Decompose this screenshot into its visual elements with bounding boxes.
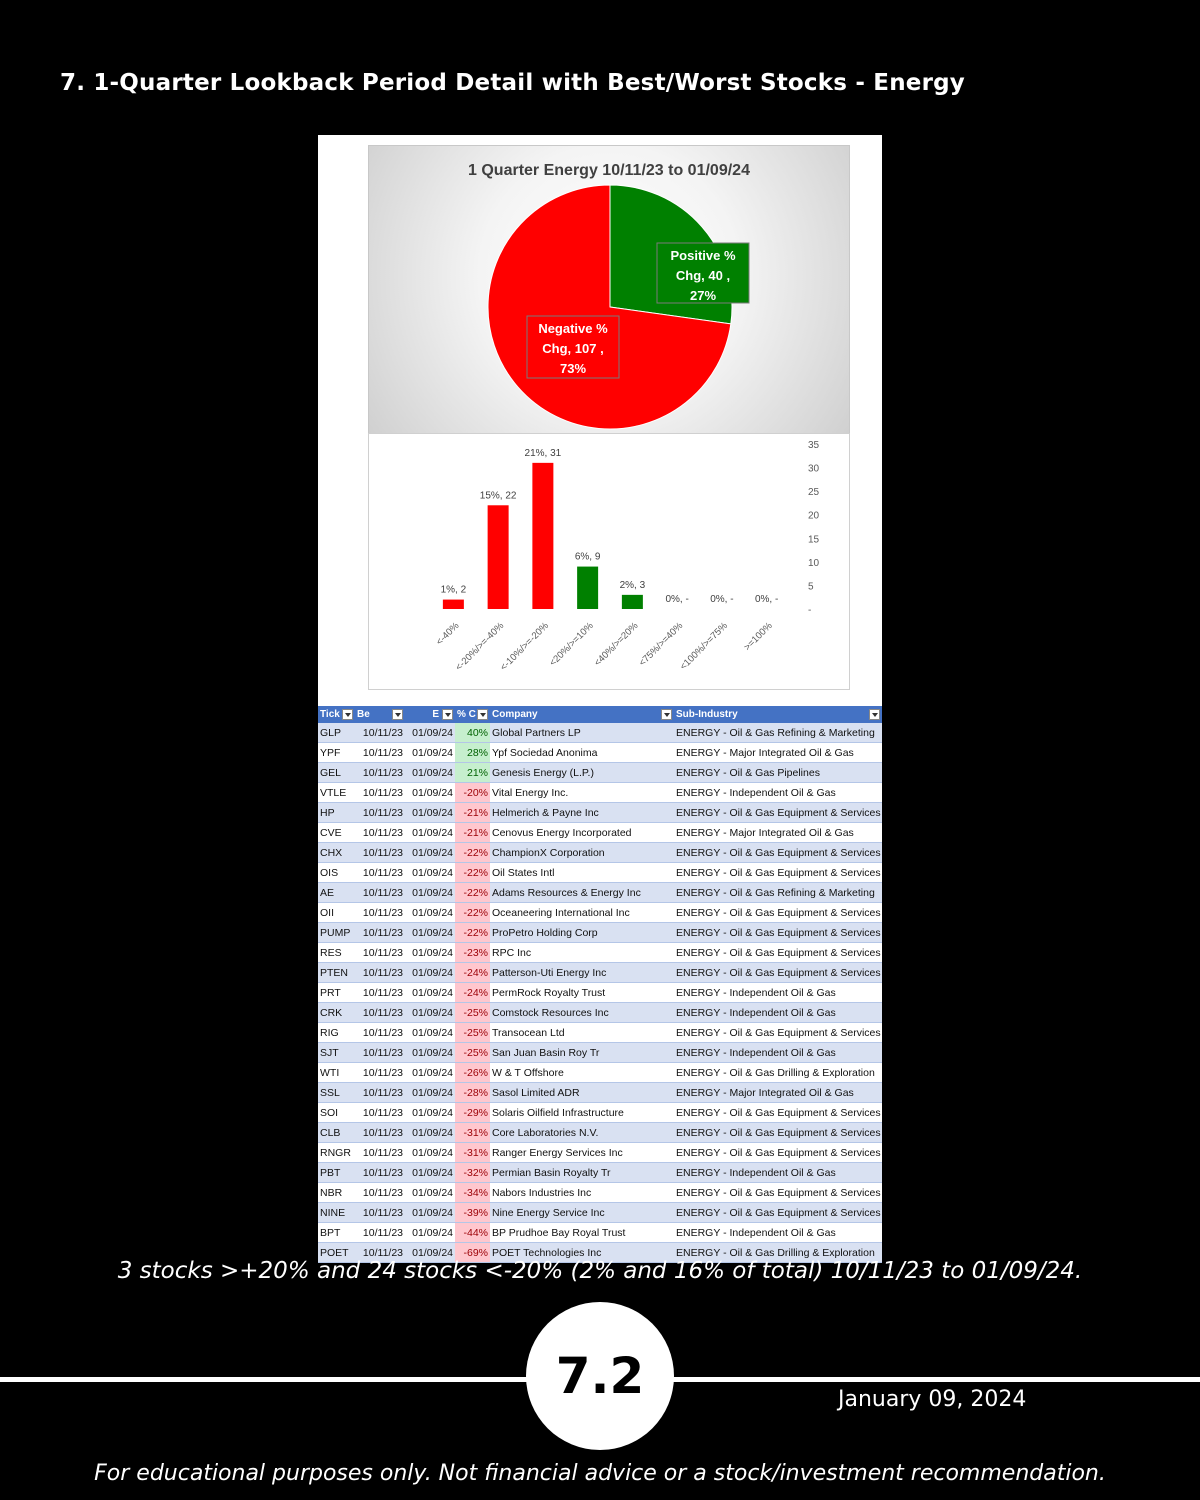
x-tick-label: <75%/>=40%	[636, 620, 686, 669]
chart-panel	[318, 135, 882, 1259]
cell-pct-change: -21%	[455, 803, 490, 823]
cell-begin-date: 10/11/23	[355, 923, 405, 943]
x-tick-label: <20%/>=10%	[547, 620, 596, 669]
table-row	[318, 743, 882, 763]
cell-begin-date: 10/11/23	[355, 783, 405, 803]
cell-sub-industry: ENERGY - Major Integrated Oil & Gas	[674, 823, 882, 843]
disclaimer: For educational purposes only. Not financial advice or a stock/investment recommendation.	[94, 1461, 1106, 1486]
table-row	[318, 783, 882, 803]
cell-sub-industry: ENERGY - Major Integrated Oil & Gas	[674, 743, 882, 763]
cell-ticker: POET	[318, 1243, 355, 1263]
table-row	[318, 1223, 882, 1243]
cell-begin-date: 10/11/23	[355, 1063, 405, 1083]
cell-sub-industry: ENERGY - Oil & Gas Equipment & Services	[674, 923, 882, 943]
cell-end-date: 01/09/24	[405, 763, 455, 783]
cell-end-date: 01/09/24	[405, 1083, 455, 1103]
cell-begin-date: 10/11/23	[355, 843, 405, 863]
cell-pct-change: -25%	[455, 1023, 490, 1043]
cell-pct-change: -21%	[455, 823, 490, 843]
cell-begin-date: 10/11/23	[355, 1243, 405, 1263]
x-tick-label: <40%/>=20%	[592, 620, 641, 669]
cell-begin-date: 10/11/23	[355, 963, 405, 983]
bar-data-label: 0%, -	[665, 594, 689, 605]
y-tick-label: 10	[808, 557, 820, 569]
cell-company: POET Technologies Inc	[490, 1243, 674, 1263]
cell-sub-industry: ENERGY - Oil & Gas Equipment & Services	[674, 963, 882, 983]
cell-sub-industry: ENERGY - Oil & Gas Equipment & Services	[674, 803, 882, 823]
cell-company: Helmerich & Payne Inc	[490, 803, 674, 823]
column-header[interactable]	[674, 706, 882, 723]
cell-pct-change: -29%	[455, 1103, 490, 1123]
page-number: 7.2	[555, 1347, 645, 1405]
filter-dropdown-icon[interactable]	[477, 709, 488, 720]
cell-end-date: 01/09/24	[405, 1003, 455, 1023]
cell-pct-change: -39%	[455, 1203, 490, 1223]
cell-ticker: HP	[318, 803, 355, 823]
cell-pct-change: 21%	[455, 763, 490, 783]
cell-sub-industry: ENERGY - Independent Oil & Gas	[674, 1223, 882, 1243]
column-header[interactable]	[355, 706, 405, 723]
cell-company: Ranger Energy Services Inc	[490, 1143, 674, 1163]
cell-ticker: PRT	[318, 983, 355, 1003]
cell-sub-industry: ENERGY - Major Integrated Oil & Gas	[674, 1083, 882, 1103]
cell-begin-date: 10/11/23	[355, 1103, 405, 1123]
filter-dropdown-icon[interactable]	[392, 709, 403, 720]
table-row	[318, 1183, 882, 1203]
cell-pct-change: -24%	[455, 963, 490, 983]
cell-sub-industry: ENERGY - Independent Oil & Gas	[674, 1003, 882, 1023]
cell-company: Patterson-Uti Energy Inc	[490, 963, 674, 983]
cell-company: San Juan Basin Roy Tr	[490, 1043, 674, 1063]
cell-company: ProPetro Holding Corp	[490, 923, 674, 943]
cell-company: Sasol Limited ADR	[490, 1083, 674, 1103]
column-header-label: Company	[492, 709, 538, 720]
cell-company: BP Prudhoe Bay Royal Trust	[490, 1223, 674, 1243]
cell-sub-industry: ENERGY - Oil & Gas Equipment & Services	[674, 1023, 882, 1043]
y-tick-label: 5	[808, 581, 814, 593]
cell-sub-industry: ENERGY - Independent Oil & Gas	[674, 1163, 882, 1183]
cell-pct-change: -20%	[455, 783, 490, 803]
cell-end-date: 01/09/24	[405, 923, 455, 943]
cell-end-date: 01/09/24	[405, 943, 455, 963]
cell-sub-industry: ENERGY - Oil & Gas Pipelines	[674, 763, 882, 783]
cell-end-date: 01/09/24	[405, 823, 455, 843]
cell-begin-date: 10/11/23	[355, 763, 405, 783]
cell-end-date: 01/09/24	[405, 863, 455, 883]
cell-company: Transocean Ltd	[490, 1023, 674, 1043]
column-header[interactable]	[318, 706, 355, 723]
cell-ticker: WTI	[318, 1063, 355, 1083]
cell-sub-industry: ENERGY - Oil & Gas Equipment & Services	[674, 1203, 882, 1223]
table-row	[318, 903, 882, 923]
cell-sub-industry: ENERGY - Independent Oil & Gas	[674, 1043, 882, 1063]
cell-ticker: PBT	[318, 1163, 355, 1183]
x-tick-label: <-40%	[434, 620, 462, 648]
cell-begin-date: 10/11/23	[355, 943, 405, 963]
bar-data-label: 0%, -	[754, 594, 779, 605]
table-row	[318, 1043, 882, 1063]
x-tick-label: <-20%/>=-40%	[453, 620, 507, 674]
bar-chart-area	[368, 433, 850, 690]
summary-text: 3 stocks >+20% and 24 stocks <-20% (2% and 16% of total) 10/11/23 to 01/09/24.	[117, 1258, 1083, 1284]
cell-ticker: CVE	[318, 823, 355, 843]
bar-2	[532, 463, 553, 609]
table-row	[318, 1123, 882, 1143]
cell-ticker: PTEN	[318, 963, 355, 983]
cell-sub-industry: ENERGY - Oil & Gas Equipment & Services	[674, 1103, 882, 1123]
cell-sub-industry: ENERGY - Oil & Gas Equipment & Services	[674, 943, 882, 963]
cell-company: Adams Resources & Energy Inc	[490, 883, 674, 903]
cell-begin-date: 10/11/23	[355, 1023, 405, 1043]
cell-ticker: GLP	[318, 723, 355, 743]
cell-company: Oceaneering International Inc	[490, 903, 674, 923]
y-tick-label: 30	[808, 463, 820, 475]
bar-4	[622, 595, 643, 609]
bar-1	[488, 505, 509, 609]
cell-company: RPC Inc	[490, 943, 674, 963]
table-row	[318, 983, 882, 1003]
y-tick-label: -	[808, 605, 812, 616]
cell-ticker: RES	[318, 943, 355, 963]
table-row	[318, 1143, 882, 1163]
table-row	[318, 1203, 882, 1223]
filter-dropdown-icon[interactable]	[342, 709, 353, 720]
column-header-label: % C	[457, 709, 476, 720]
bar-3	[577, 567, 598, 609]
cell-begin-date: 10/11/23	[355, 1203, 405, 1223]
table-row	[318, 823, 882, 843]
column-header[interactable]	[405, 706, 455, 723]
column-header[interactable]	[490, 706, 674, 723]
table-row	[318, 923, 882, 943]
cell-pct-change: -32%	[455, 1163, 490, 1183]
stocks-table	[318, 706, 882, 1263]
x-tick-label: <100%/>=75%	[677, 620, 730, 673]
column-header[interactable]	[455, 706, 490, 723]
cell-company: Core Laboratories N.V.	[490, 1123, 674, 1143]
cell-company: PermRock Royalty Trust	[490, 983, 674, 1003]
cell-end-date: 01/09/24	[405, 1143, 455, 1163]
bar-0	[443, 600, 464, 609]
cell-pct-change: -25%	[455, 1043, 490, 1063]
cell-end-date: 01/09/24	[405, 1043, 455, 1063]
table-row	[318, 763, 882, 783]
y-tick-label: 20	[808, 510, 820, 522]
x-tick-label: >=100%	[741, 620, 775, 654]
cell-pct-change: 40%	[455, 723, 490, 743]
y-tick-label: 35	[808, 440, 820, 451]
cell-ticker: OII	[318, 903, 355, 923]
pie-title: 1 Quarter Energy 10/11/23 to 01/09/24	[468, 162, 750, 179]
cell-pct-change: 28%	[455, 743, 490, 763]
y-tick-label: 25	[808, 487, 820, 499]
filter-dropdown-icon[interactable]	[661, 709, 672, 720]
cell-company: Ypf Sociedad Anonima	[490, 743, 674, 763]
cell-end-date: 01/09/24	[405, 803, 455, 823]
cell-begin-date: 10/11/23	[355, 1083, 405, 1103]
cell-begin-date: 10/11/23	[355, 1003, 405, 1023]
table-row	[318, 1103, 882, 1123]
cell-pct-change: -22%	[455, 863, 490, 883]
cell-company: Solaris Oilfield Infrastructure	[490, 1103, 674, 1123]
table-row	[318, 1023, 882, 1043]
bar-data-label: 6%, 9	[574, 551, 601, 563]
cell-ticker: SSL	[318, 1083, 355, 1103]
cell-company: Permian Basin Royalty Tr	[490, 1163, 674, 1183]
table-row	[318, 723, 882, 743]
cell-company: Genesis Energy (L.P.)	[490, 763, 674, 783]
cell-company: Nine Energy Service Inc	[490, 1203, 674, 1223]
cell-sub-industry: ENERGY - Independent Oil & Gas	[674, 783, 882, 803]
cell-ticker: VTLE	[318, 783, 355, 803]
page-number-badge	[526, 1302, 674, 1450]
bar-data-label: 1%, 2	[440, 584, 467, 596]
cell-begin-date: 10/11/23	[355, 983, 405, 1003]
cell-pct-change: -22%	[455, 843, 490, 863]
cell-begin-date: 10/11/23	[355, 1043, 405, 1063]
column-header-label: Tick	[320, 709, 340, 720]
cell-company: Vital Energy Inc.	[490, 783, 674, 803]
table-row	[318, 883, 882, 903]
cell-company: W & T Offshore	[490, 1063, 674, 1083]
cell-begin-date: 10/11/23	[355, 1123, 405, 1143]
table-row	[318, 1083, 882, 1103]
cell-begin-date: 10/11/23	[355, 823, 405, 843]
cell-end-date: 01/09/24	[405, 1203, 455, 1223]
cell-ticker: PUMP	[318, 923, 355, 943]
cell-begin-date: 10/11/23	[355, 1223, 405, 1243]
cell-sub-industry: ENERGY - Oil & Gas Refining & Marketing	[674, 883, 882, 903]
cell-sub-industry: ENERGY - Oil & Gas Drilling & Exploration	[674, 1063, 882, 1083]
cell-end-date: 01/09/24	[405, 1163, 455, 1183]
table-row	[318, 963, 882, 983]
cell-company: Global Partners LP	[490, 723, 674, 743]
cell-end-date: 01/09/24	[405, 983, 455, 1003]
table-row	[318, 803, 882, 823]
x-tick-label: <-10%/>=-20%	[498, 620, 551, 674]
cell-begin-date: 10/11/23	[355, 903, 405, 923]
cell-end-date: 01/09/24	[405, 963, 455, 983]
filter-dropdown-icon[interactable]	[442, 709, 453, 720]
cell-pct-change: -31%	[455, 1143, 490, 1163]
cell-begin-date: 10/11/23	[355, 883, 405, 903]
cell-begin-date: 10/11/23	[355, 1183, 405, 1203]
cell-ticker: OIS	[318, 863, 355, 883]
table-row	[318, 1163, 882, 1183]
cell-pct-change: -22%	[455, 923, 490, 943]
cell-ticker: CRK	[318, 1003, 355, 1023]
cell-begin-date: 10/11/23	[355, 1143, 405, 1163]
cell-ticker: NBR	[318, 1183, 355, 1203]
cell-sub-industry: ENERGY - Oil & Gas Equipment & Services	[674, 1123, 882, 1143]
pie-data-label: Negative % Chg, 107 , 73%	[538, 321, 608, 376]
bar-chart	[369, 434, 849, 689]
bar-data-label: 21%, 31	[524, 447, 562, 459]
cell-sub-industry: ENERGY - Oil & Gas Equipment & Services	[674, 1143, 882, 1163]
cell-end-date: 01/09/24	[405, 743, 455, 763]
report-date: January 09, 2024	[838, 1387, 1027, 1412]
cell-pct-change: -22%	[455, 903, 490, 923]
cell-pct-change: -23%	[455, 943, 490, 963]
cell-sub-industry: ENERGY - Oil & Gas Refining & Marketing	[674, 723, 882, 743]
cell-sub-industry: ENERGY - Oil & Gas Equipment & Services	[674, 843, 882, 863]
pie-chart	[369, 146, 849, 434]
cell-company: Oil States Intl	[490, 863, 674, 883]
filter-dropdown-icon[interactable]	[869, 709, 880, 720]
cell-ticker: RIG	[318, 1023, 355, 1043]
cell-begin-date: 10/11/23	[355, 863, 405, 883]
cell-ticker: NINE	[318, 1203, 355, 1223]
cell-pct-change: -34%	[455, 1183, 490, 1203]
cell-end-date: 01/09/24	[405, 1123, 455, 1143]
cell-ticker: GEL	[318, 763, 355, 783]
cell-company: Cenovus Energy Incorporated	[490, 823, 674, 843]
cell-ticker: YPF	[318, 743, 355, 763]
bar-data-label: 15%, 22	[479, 490, 517, 502]
cell-end-date: 01/09/24	[405, 723, 455, 743]
cell-ticker: BPT	[318, 1223, 355, 1243]
cell-company: Comstock Resources Inc	[490, 1003, 674, 1023]
cell-end-date: 01/09/24	[405, 1223, 455, 1243]
cell-end-date: 01/09/24	[405, 883, 455, 903]
cell-begin-date: 10/11/23	[355, 723, 405, 743]
cell-pct-change: -25%	[455, 1003, 490, 1023]
page-heading: 7. 1-Quarter Lookback Period Detail with Best/Worst Stocks - Energy	[60, 70, 965, 96]
cell-end-date: 01/09/24	[405, 1103, 455, 1123]
cell-ticker: SJT	[318, 1043, 355, 1063]
cell-end-date: 01/09/24	[405, 1023, 455, 1043]
table-row	[318, 943, 882, 963]
cell-end-date: 01/09/24	[405, 783, 455, 803]
table-row	[318, 1063, 882, 1083]
cell-ticker: SOI	[318, 1103, 355, 1123]
column-header-label: Sub-Industry	[676, 709, 738, 720]
cell-pct-change: -69%	[455, 1243, 490, 1263]
cell-begin-date: 10/11/23	[355, 1163, 405, 1183]
pie-chart-area	[368, 145, 850, 435]
cell-begin-date: 10/11/23	[355, 743, 405, 763]
column-header-label: E	[432, 709, 439, 720]
column-header-label: Be	[357, 709, 370, 720]
cell-ticker: AE	[318, 883, 355, 903]
pie-data-label: Positive % Chg, 40 , 27%	[670, 248, 736, 303]
cell-end-date: 01/09/24	[405, 843, 455, 863]
cell-end-date: 01/09/24	[405, 1063, 455, 1083]
cell-end-date: 01/09/24	[405, 1243, 455, 1263]
cell-sub-industry: ENERGY - Oil & Gas Equipment & Services	[674, 1183, 882, 1203]
y-tick-label: 15	[808, 534, 820, 546]
cell-pct-change: -22%	[455, 883, 490, 903]
table-row	[318, 1003, 882, 1023]
table-row	[318, 863, 882, 883]
cell-pct-change: -31%	[455, 1123, 490, 1143]
table-body	[318, 723, 882, 1263]
cell-ticker: RNGR	[318, 1143, 355, 1163]
cell-pct-change: -26%	[455, 1063, 490, 1083]
cell-pct-change: -28%	[455, 1083, 490, 1103]
cell-ticker: CHX	[318, 843, 355, 863]
cell-sub-industry: ENERGY - Oil & Gas Drilling & Exploration	[674, 1243, 882, 1263]
cell-ticker: CLB	[318, 1123, 355, 1143]
cell-sub-industry: ENERGY - Oil & Gas Equipment & Services	[674, 903, 882, 923]
cell-end-date: 01/09/24	[405, 903, 455, 923]
table-header-row	[318, 706, 882, 723]
bar-data-label: 0%, -	[710, 594, 734, 605]
cell-pct-change: -24%	[455, 983, 490, 1003]
cell-begin-date: 10/11/23	[355, 803, 405, 823]
cell-sub-industry: ENERGY - Independent Oil & Gas	[674, 983, 882, 1003]
cell-end-date: 01/09/24	[405, 1183, 455, 1203]
bar-data-label: 2%, 3	[619, 579, 646, 591]
cell-company: ChampionX Corporation	[490, 843, 674, 863]
cell-pct-change: -44%	[455, 1223, 490, 1243]
cell-company: Nabors Industries Inc	[490, 1183, 674, 1203]
table-row	[318, 843, 882, 863]
cell-sub-industry: ENERGY - Oil & Gas Equipment & Services	[674, 863, 882, 883]
